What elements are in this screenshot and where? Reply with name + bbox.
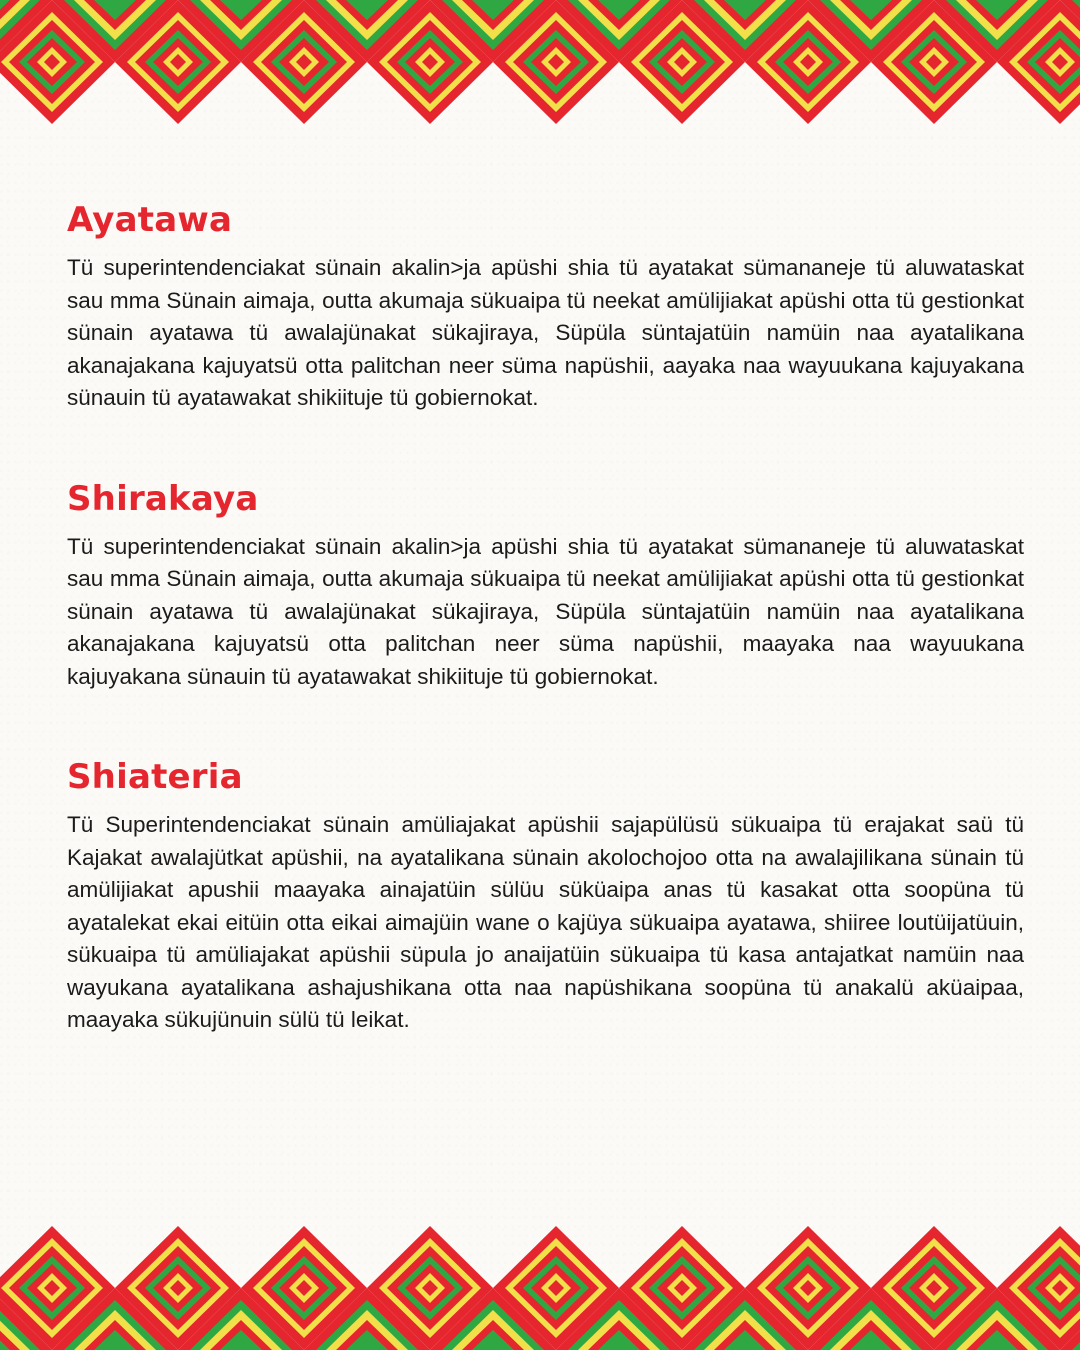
content (67, 198, 1024, 1099)
decorative-border-top (0, 0, 1080, 130)
section-ayatawa (67, 198, 1024, 415)
section-body: Tü superintendenciakat sünain akalin>ja apüshi shia tü ayatakat sümananeje tü aluwataskat sau mma Sünain aimaja, outta akumaja sükuaipa tü neekat amülijiakat apüshi otta tü gestionkat sünain ayatawa tü awalajünakat sükajiraya, Süpüla süntajatüin namüin naa ayatalikana akanajakana kajuyatsü otta palitchan neer süma napüshii, aayaka naa wayuukana kajuyakana sünauin tü ayatawakat shikiituje tü gobiernokat. (67, 255, 1024, 410)
decorative-border-bottom (0, 1220, 1080, 1350)
section-shirakaya (67, 477, 1024, 694)
section-body: Tü Superintendenciakat sünain amüliajakat apüshii sajapülüsü sükuaipa tü erajakat saü tü Kajakat awalajütkat apüshii, na ayatalikana sünain akolochojoo otta na awalajilikana sünain tü amülijiakat apushii maayaka ainajatüin sülüu süküaipa anas tü kasakat otta soopüna tü ayatalekat ekai eitüin otta eikai aimajüin wane o kajüya sükuaipa ayatawa, shiiree loutüijatüuin, sükuaipa tü amüliajakat apüshii süpula jo anaijatüin sükuaipa tü kasa antajatkat namüin naa wayukana ayatalikana ashajushikana otta naa napüshikana soopüna tü anakalü aküaipaa, maayaka sükujünuin sülü tü leikat. (67, 812, 1024, 1032)
section-shiateria (67, 755, 1024, 1037)
section-title: Shiateria (67, 757, 243, 797)
section-title: Shirakaya (67, 478, 259, 519)
section-title: Ayatawa (67, 200, 233, 240)
section-body: Tü superintendenciakat sünain akalin>ja apüshi shia tü ayatakat sümananeje tü aluwataskat sau mma Sünain aimaja, outta akumaja sükuaipa tü neekat amülijiakat apüshi otta tü gestionkat sünain ayatawa tü awalajünakat sükajiraya, Süpüla süntajatüin namüin naa ayatalikana akanajakana kajuyatsü otta palitchan neer süma napüshii, maayaka naa wayuukana kajuyakana sünauin tü ayatawakat shikiituje tü gobiernokat. (67, 533, 1024, 689)
